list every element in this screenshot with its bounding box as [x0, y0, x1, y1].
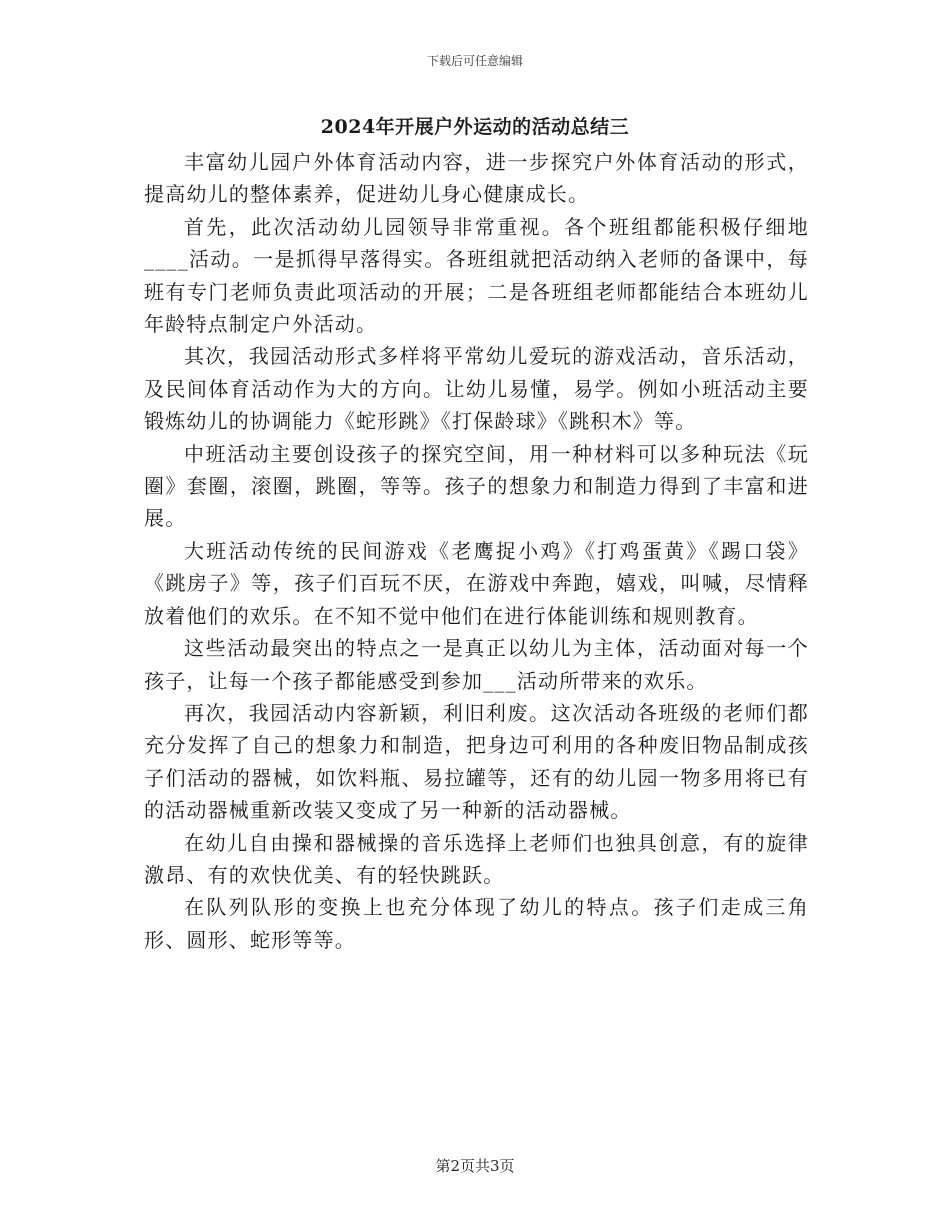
paragraph: 再次，我园活动内容新颖，利旧利废。这次活动各班级的老师们都充分发挥了自己的想象力和制造，把身边可利用的各种废旧物品制成孩子们活动的器械，如饮料瓶、易拉罐等，还有的幼儿园一物多用将已有的活动器械重新改装又变成了另一种新的活动器械。: [144, 700, 809, 823]
paragraph: 其次，我园活动形式多样将平常幼儿爱玩的游戏活动，音乐活动，及民间体育活动作为大的方向。让幼儿易懂，易学。例如小班活动主要锻炼幼儿的协调能力《蛇形跳》《打保龄球》《跳积木》等。: [144, 344, 809, 434]
document-body: [144, 146, 809, 956]
document-title: 2024年开展户外运动的活动总结三: [320, 116, 630, 138]
paragraph: 在队列队形的变换上也充分体现了幼儿的特点。孩子们走成三角形、圆形、蛇形等等。: [144, 895, 809, 952]
paragraph: 首先，此次活动幼儿园领导非常重视。各个班组都能积极仔细地____活动。一是抓得早落得实。各班组就把活动纳入老师的备课中，每班有专门老师负责此项活动的开展；二是各班组老师都能结合本班幼儿年龄特点制定户外活动。: [144, 214, 809, 337]
page-number: 第2页共3页: [435, 1157, 515, 1175]
paragraph: 这些活动最突出的特点之一是真正以幼儿为主体，活动面对每一个孩子，让每一个孩子都能感受到参加___活动所带来的欢乐。: [144, 636, 809, 693]
paragraph: 在幼儿自由操和器械操的音乐选择上老师们也独具创意，有的旋律激昂、有的欢快优美、有的轻快跳跃。: [144, 830, 809, 887]
paragraph: 丰富幼儿园户外体育活动内容，进一步探究户外体育活动的形式，提高幼儿的整体素养，促进幼儿身心健康成长。: [144, 150, 809, 207]
paragraph: 中班活动主要创设孩子的探究空间，用一种材料可以多种玩法《玩圈》套圈，滚圈，跳圈，等等。孩子的想象力和制造力得到了丰富和进展。: [144, 441, 809, 531]
header-note: 下载后可任意编辑: [426, 54, 523, 68]
paragraph: 大班活动传统的民间游戏《老鹰捉小鸡》《打鸡蛋黄》《踢口袋》《跳房子》等，孩子们百玩不厌，在游戏中奔跑，嬉戏，叫喊，尽情释放着他们的欢乐。在不知不觉中他们在进行体能训练和规则教育。: [144, 538, 809, 628]
